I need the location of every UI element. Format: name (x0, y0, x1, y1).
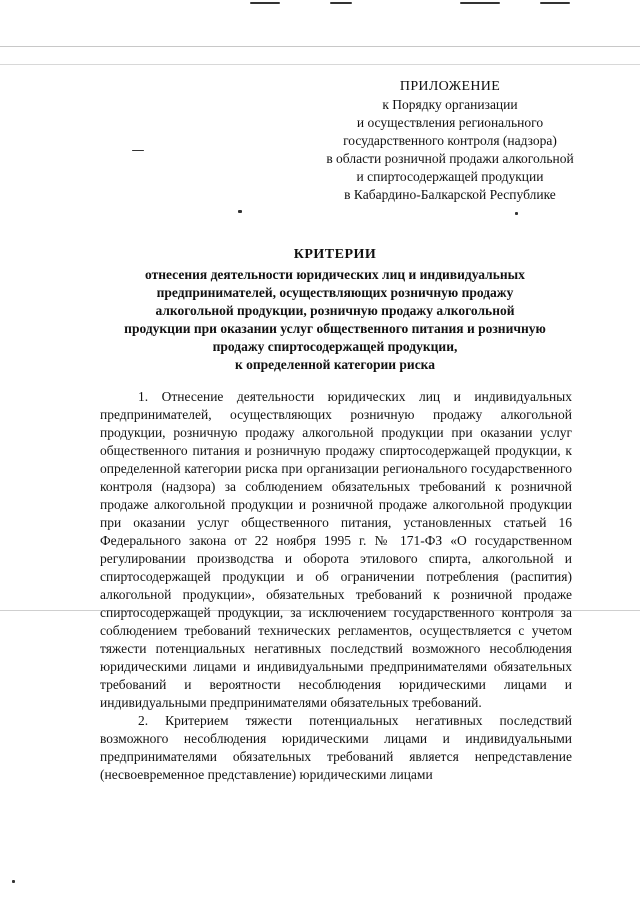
paragraph-2: 2. Критерием тяжести потенциальных негативных последствий возможного несоблюдения юридическими лицами и индивидуальными предпринимателями обязательных требований является непредставление (несвоевременное представление) юридическими лицами (100, 713, 572, 782)
scan-speck (250, 2, 280, 4)
scan-speck (238, 210, 242, 213)
heading-line: предпринимателей, осуществляющих розничную продажу (156, 285, 514, 300)
document-body (100, 388, 572, 784)
annex-line: в Кабардино-Балкарской Республике (344, 187, 556, 202)
scan-artifact-line (0, 64, 640, 65)
annex-title: ПРИЛОЖЕНИЕ (399, 79, 501, 94)
annex-line: и спиртосодержащей продукции (356, 169, 544, 184)
annex-line: и осуществления регионального (356, 115, 544, 130)
heading-line: алкогольной продукции, розничную продажу алкогольной (155, 303, 515, 318)
heading-line: продажу спиртосодержащей продукции, (212, 339, 458, 354)
heading-line: к определенной категории риска (234, 357, 436, 372)
annex-line: государственного контроля (надзора) (343, 133, 557, 148)
scan-speck (460, 2, 500, 4)
heading-line: продукции при оказании услуг общественного питания и розничную (124, 321, 546, 336)
scan-speck (12, 880, 15, 883)
scan-speck (540, 2, 570, 4)
scan-speck (132, 150, 144, 151)
paragraph-1: 1. Отнесение деятельности юридических лиц и индивидуальных предпринимателей, осуществляющих розничную продажу алкогольной продукции, розничную продажу алкогольной продукции при оказании услуг общественного питания и розничную продажу спиртосодержащей продукции, к определенной категории риска при организации регионального государственного контроля (надзора) за соблюдением обязательных требований к розничной продаже алкогольной продукции и розничной продаже алкогольной продукции при оказании услуг общественного питания, установленных статьей 16 Федерального закона от 22 ноября 1995 г. № 171-ФЗ «О государственном регулировании производства и оборота этилового спирта, алкогольной и спиртосодержащей продукции и об ограничении потребления (распития) алкогольной продукции», обязательных требований к розничной продаже спиртосодержащей продукции, за исключением государственного контроля за соблюдением требований технических регламентов, осуществляется с учетом тяжести потенциальных негативных последствий возможного несоблюдения юридическими лицами и индивидуальными предпринимателями обязательных требований и вероятности несоблюдения юридическими лицами и индивидуальными предпринимателями обязательных требований. (100, 389, 572, 710)
annex-block (300, 78, 600, 204)
scan-artifact-line (0, 46, 640, 47)
heading-line: отнесения деятельности юридических лиц и индивидуальных (145, 267, 525, 282)
document-heading (90, 246, 580, 374)
annex-line: в области розничной продажи алкогольной (326, 151, 574, 166)
heading-title: КРИТЕРИИ (293, 247, 377, 262)
annex-line: к Порядку организации (382, 97, 518, 112)
scan-speck (330, 2, 352, 4)
scan-speck (515, 212, 518, 215)
